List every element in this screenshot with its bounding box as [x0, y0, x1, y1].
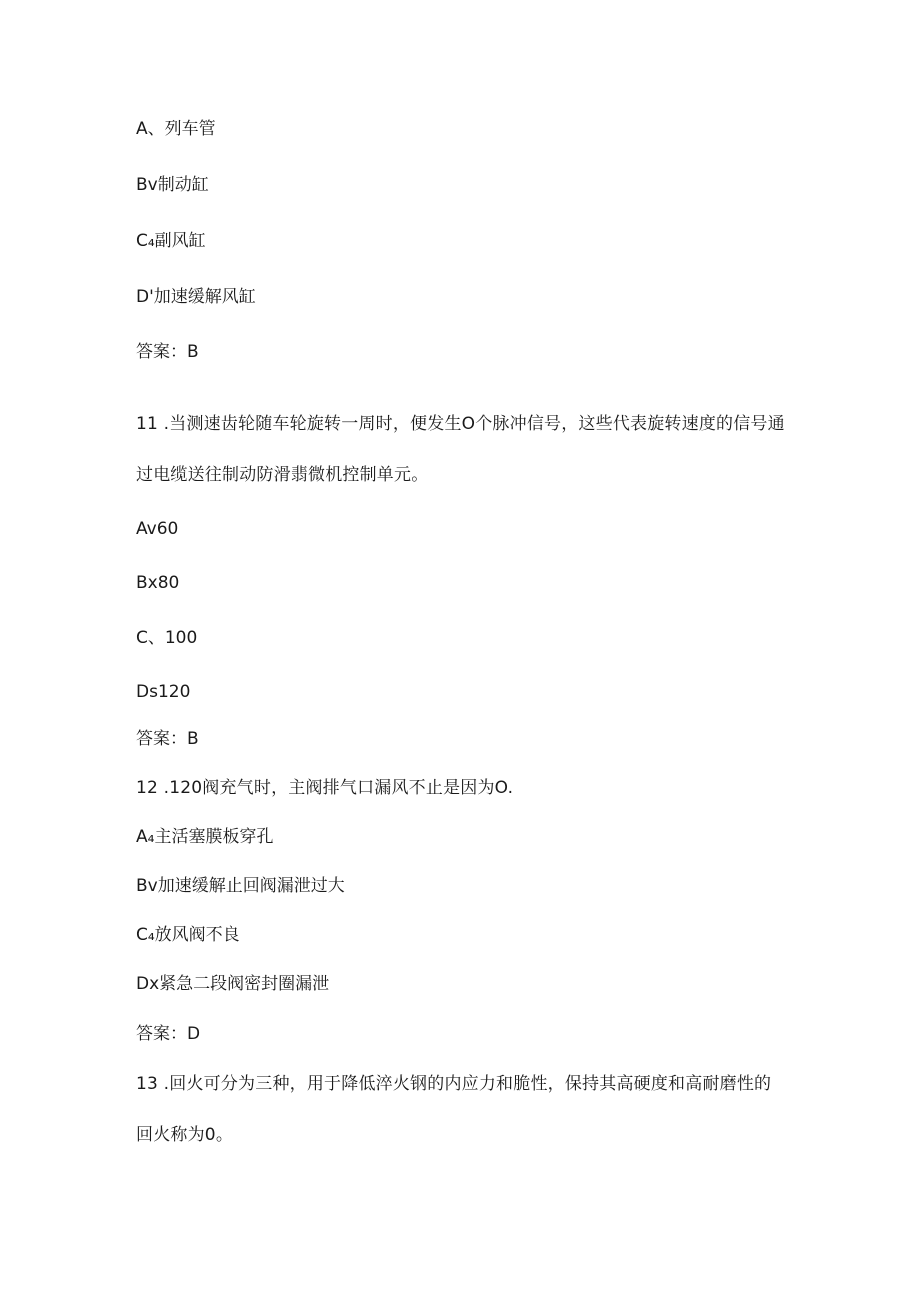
option-c: C₄副风缸 — [136, 231, 206, 251]
option-d: D'加速缓解风缸 — [136, 287, 256, 307]
question-stem: 回火称为0。 — [136, 1125, 234, 1145]
option-d: Dx紧急二段阀密封圈漏泄 — [136, 974, 330, 994]
option-c: C₄放风阀不良 — [136, 925, 240, 945]
option-a: Av60 — [136, 519, 179, 539]
option-b: Bx80 — [136, 573, 180, 593]
option-a: A、列车管 — [136, 119, 216, 139]
question-stem: 13 .回火可分为三种，用于降低淬火钢的内应力和脆性，保持其高硬度和高耐磨性的 — [136, 1074, 772, 1094]
option-b: Bv加速缓解止回阀漏泄过大 — [136, 876, 345, 896]
option-d: Ds120 — [136, 682, 191, 702]
option-c: C、100 — [136, 628, 198, 648]
question-stem: 过电缆送往制动防滑翡微机控制单元。 — [136, 465, 429, 485]
answer: 答案：B — [136, 729, 199, 749]
question-stem: 12 .120阀充气时，主阀排气口漏风不止是因为O. — [136, 778, 514, 798]
answer: 答案：D — [136, 1024, 201, 1044]
option-a: A₄主活塞膜板穿孔 — [136, 827, 274, 847]
option-b: Bv制动缸 — [136, 175, 209, 195]
question-stem: 11 .当测速齿轮随车轮旋转一周时，便发生O个脉冲信号，这些代表旋转速度的信号通 — [136, 414, 785, 434]
answer: 答案：B — [136, 342, 199, 362]
